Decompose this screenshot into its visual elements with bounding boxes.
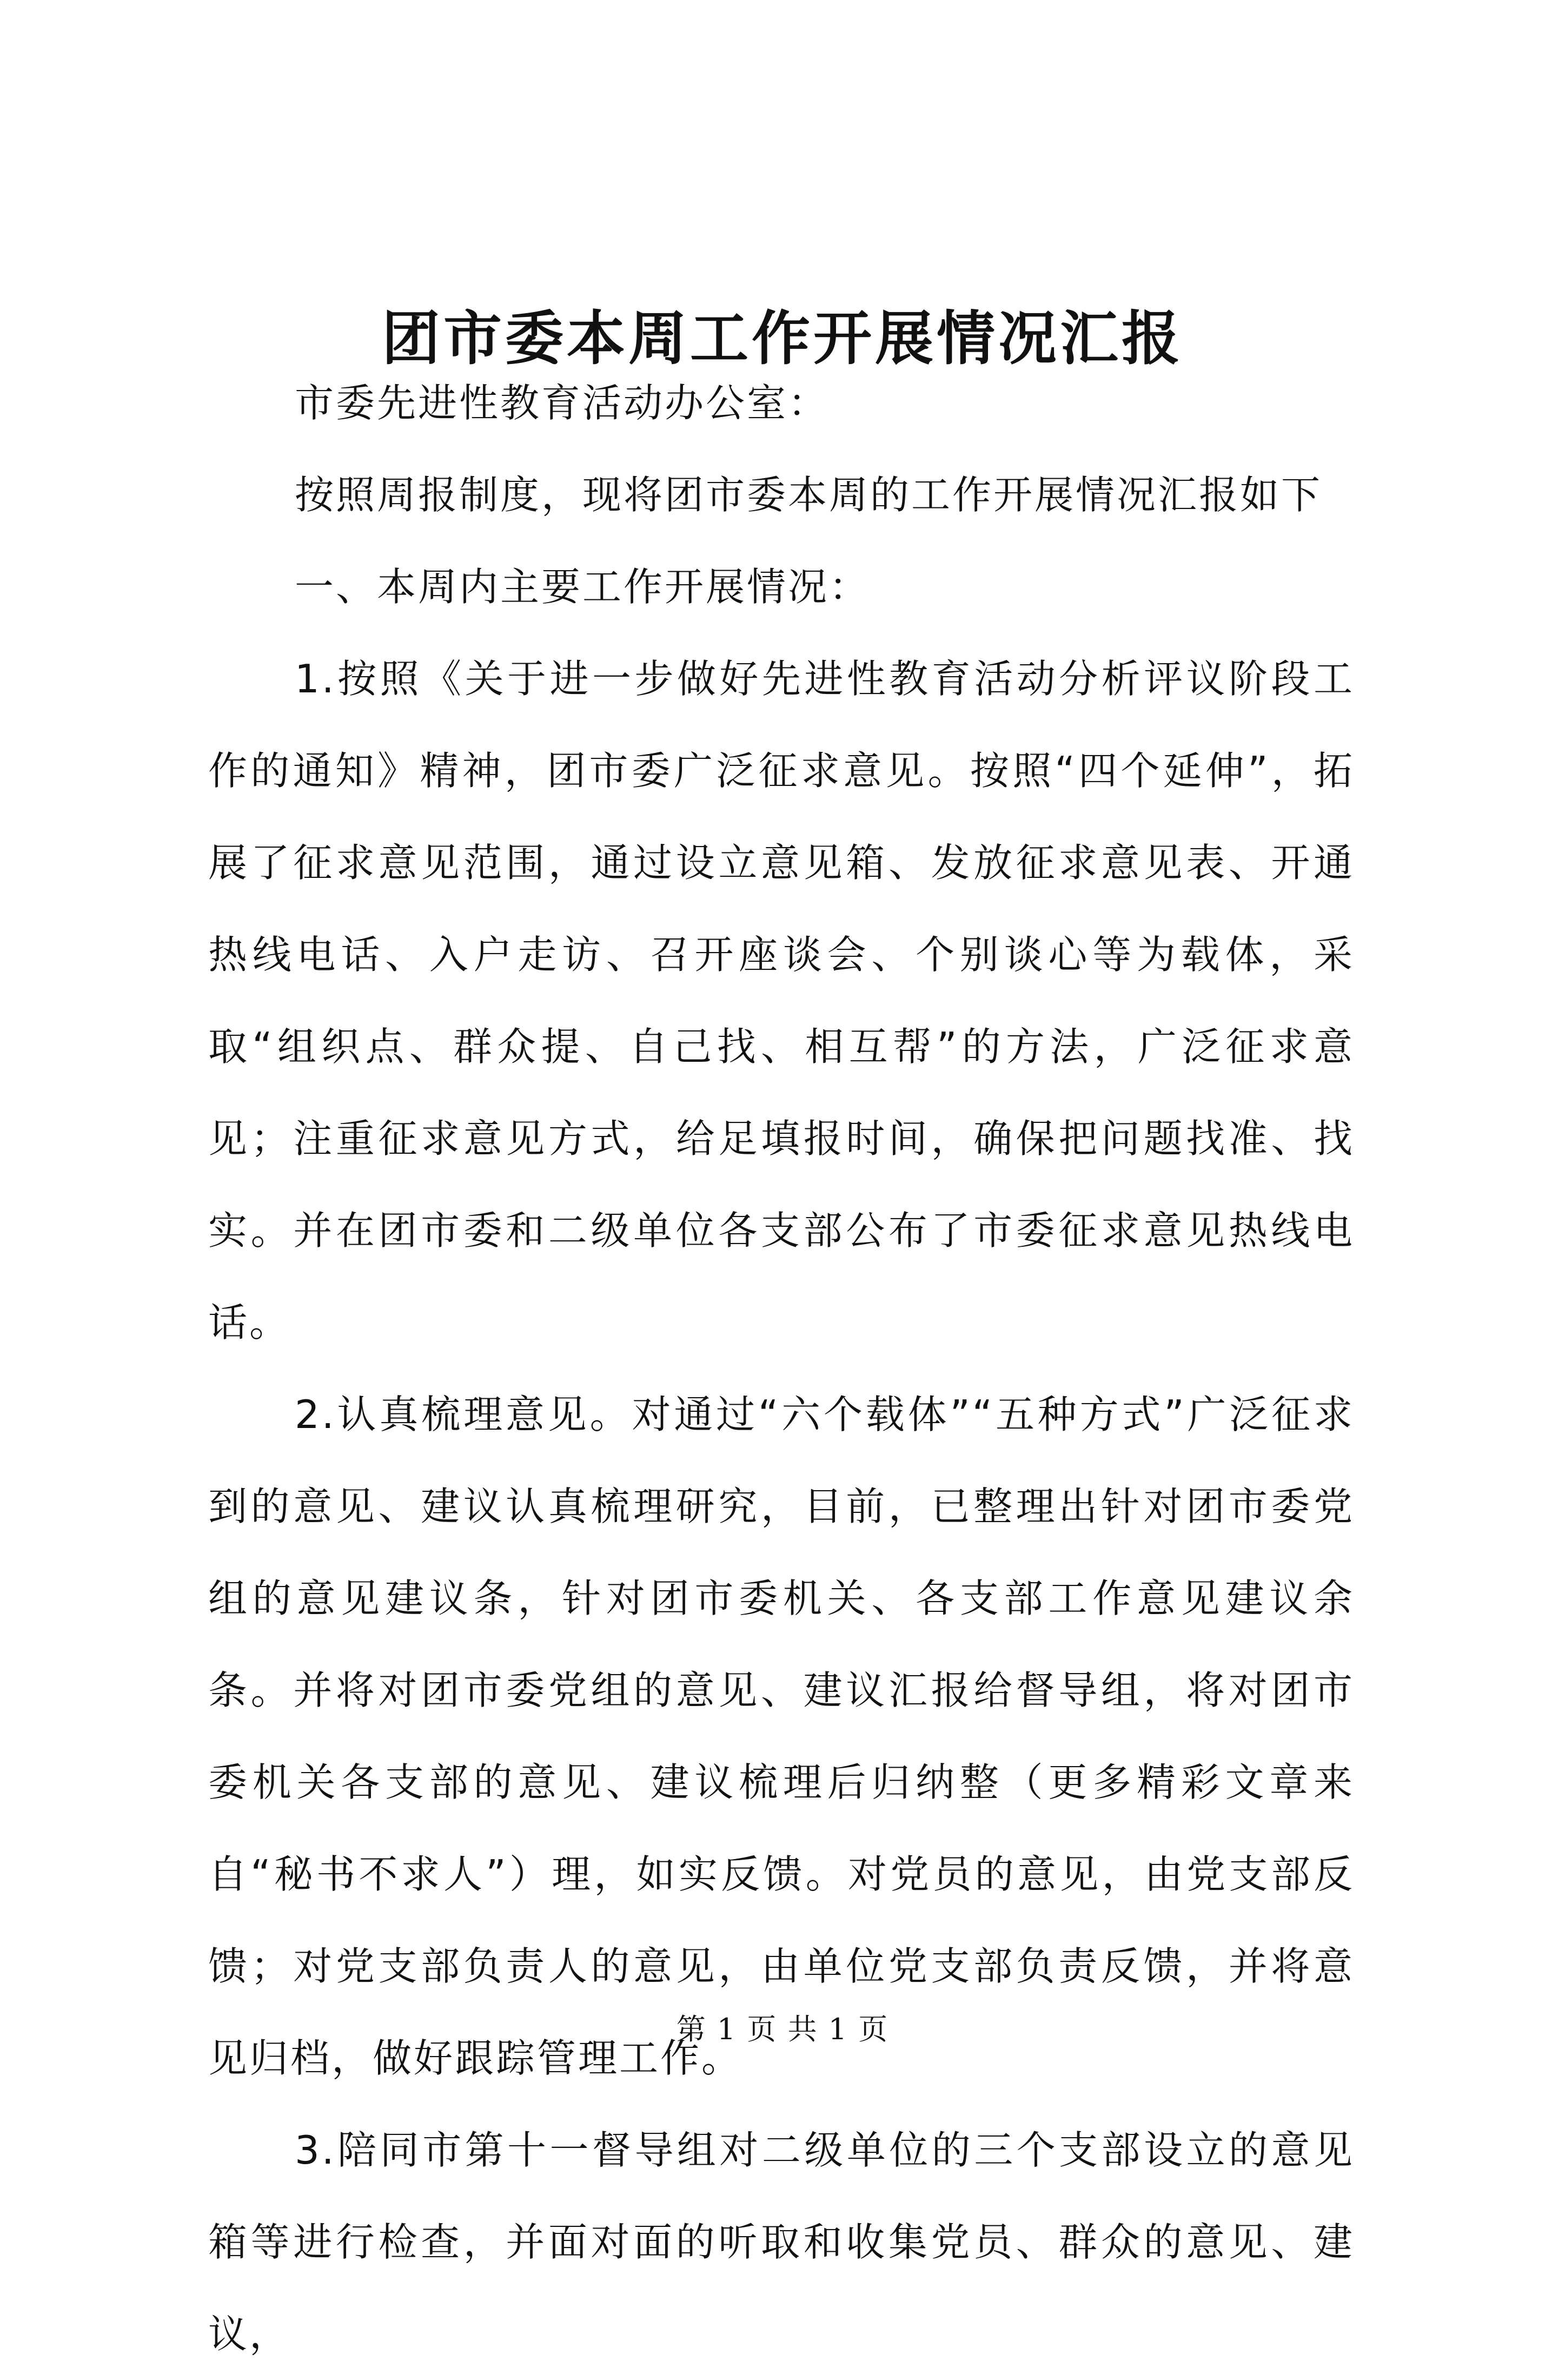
body-paragraph-2: 2.认真梳理意见。对通过“六个载体”“五种方式”广泛征求到的意见、建议认真梳理研究，目前，已整理出针对团市委党组的意见建议条，针对团市委机关、各支部工作意见建议余条。并将对团市委党组的意见、建议汇报给督导组，将对团市委机关各支部的意见、建议梳理后归纳整（更多精彩文章来自“秘书不求人”）理，如实反馈。对党员的意见，由党支部反馈；对党支部负责人的意见，由单位党支部负责反馈，并将意见归档，做好跟踪管理工作。 (208, 1392, 1355, 2081)
document-body (208, 357, 1355, 2380)
body-paragraph-3: 3.陪同市第十一督导组对二级单位的三个支部设立的意见箱等进行检查，并面对面的听取和收集党员、群众的意见、建议， (208, 2127, 1355, 2357)
intro-paragraph: 按照周报制度，现将团市委本周的工作开展情况汇报如下 (295, 472, 1323, 518)
page-footer: 第 1 页 共 1 页 (676, 2012, 889, 2046)
body-paragraph-1: 1.按照《关于进一步做好先进性教育活动分析评议阶段工作的通知》精神，团市委广泛征求意见。按照“四个延伸”，拓展了征求意见范围，通过设立意见箱、发放征求意见表、开通热线电话、入户走访、召开座谈会、个别谈心等为载体，采取“组织点、群众提、自己找、相互帮”的方法，广泛征求意见；注重征求意见方式，给足填报时间，确保把问题找准、找实。并在团市委和二级单位各支部公布了市委征求意见热线电话。 (208, 656, 1355, 1345)
section-heading: 一、本周内主要工作开展情况： (295, 564, 871, 610)
document-title: 团市委本周工作开展情况汇报 (381, 305, 1183, 373)
addressee-line: 市委先进性教育活动办公室： (295, 380, 830, 426)
